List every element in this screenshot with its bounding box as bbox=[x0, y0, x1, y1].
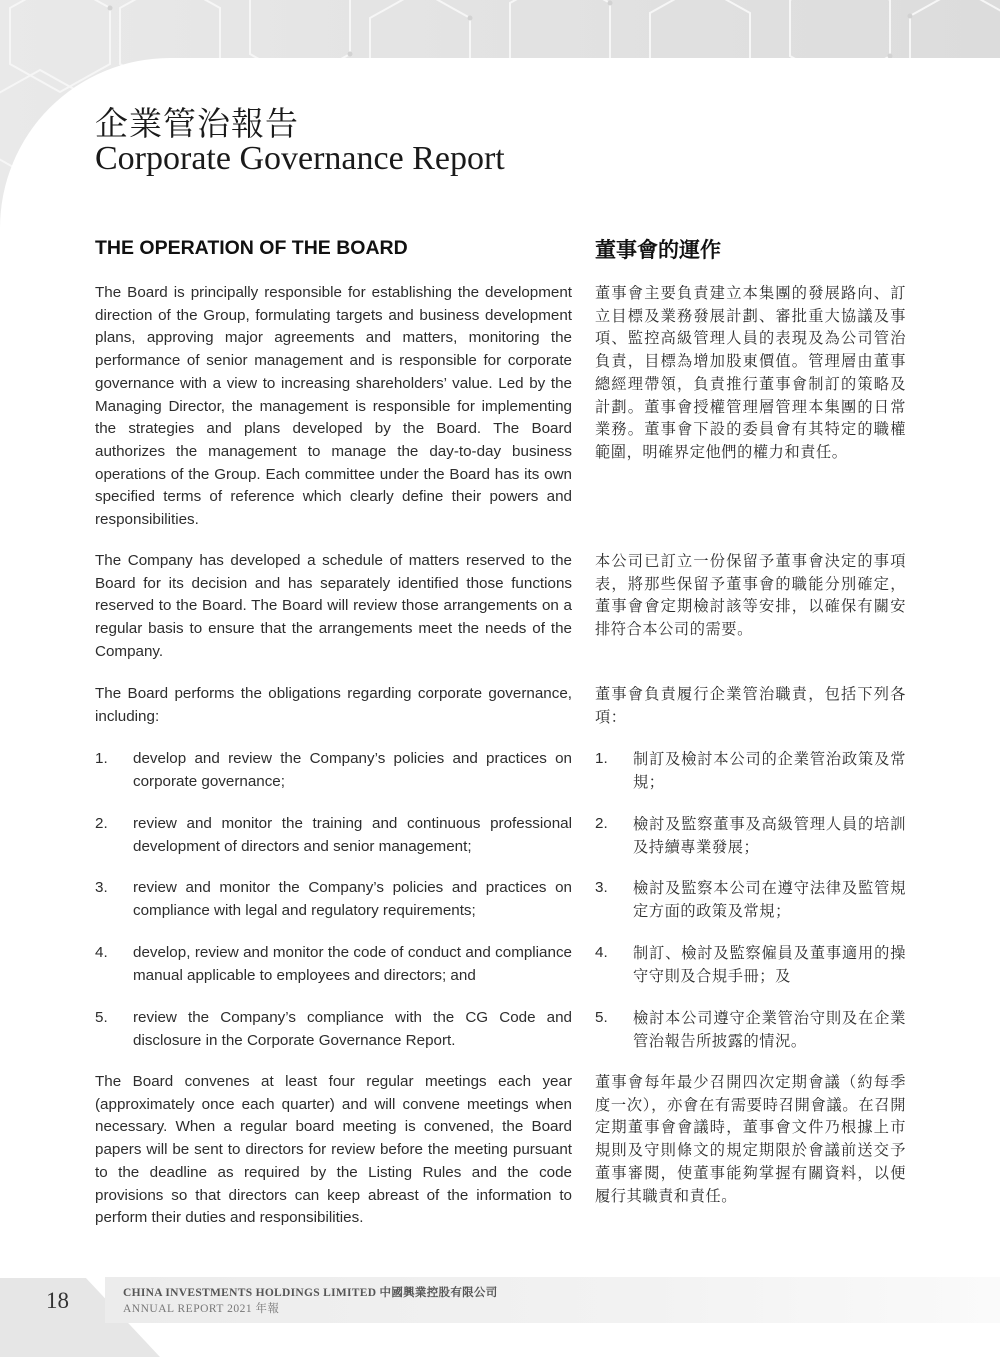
section-heading-english: THE OPERATION OF THE BOARD bbox=[95, 237, 408, 259]
list-number: 5. bbox=[95, 1009, 108, 1026]
list-item-text: 制訂及檢討本公司的企業管治政策及常規； bbox=[633, 750, 906, 791]
page-title-chinese: 企業管治報告 bbox=[95, 104, 299, 143]
paragraph-governance-obligations-cn: 董事會負責履行企業管治職責，包括下列各項： bbox=[595, 685, 906, 726]
list-number: 2. bbox=[95, 815, 108, 832]
paragraph-reserved-matters-cn: 本公司已訂立一份保留予董事會決定的事項表，將那些保留予董事會的職能分別確定，董事會會定期檢討該等安排，以確保有關安排符合本公司的需要。 bbox=[595, 552, 906, 639]
list-number: 1. bbox=[595, 750, 608, 767]
list-item-text: develop, review and monitor the code of conduct and compliance manual applicable to employees and directors; and bbox=[133, 944, 572, 984]
list-number: 2. bbox=[595, 815, 608, 832]
paragraph-regular-meetings-cn: 董事會每年最少召開四次定期會議（約每季度一次），亦會在有需要時召開會議。在召開定期董事會會議時，董事會文件乃根據上市規則及守則條文的規定期限於會議前送交予董事審閱，使董事能夠掌握有關資料，以便履行其職責和責任。 bbox=[595, 1073, 906, 1205]
list-number: 4. bbox=[595, 944, 608, 961]
list-item-text: 檢討本公司遵守企業管治守則及在企業管治報告所披露的情況。 bbox=[633, 1009, 906, 1050]
list-item-text: develop and review the Company’s policies and practices on corporate governance; bbox=[133, 750, 572, 790]
list-number: 4. bbox=[95, 944, 108, 961]
paragraph-regular-meetings: The Board convenes at least four regular meetings each year (approximately once each quarter) and will convene meetings when necessary. When a regular board meeting is convened, the Board papers will be sent to directors for review before the meeting pursuant to the deadline as required by the Listing Rules and the code provisions so that directors can keep abreast of the information to perform their duties and responsibilities. bbox=[95, 1073, 572, 1227]
list-item-text: review and monitor the Company’s policies and practices on compliance with legal and regulatory requirements; bbox=[133, 879, 572, 919]
list-item-text: 制訂、檢討及監察僱員及董事適用的操守守則及合規手冊；及 bbox=[633, 944, 906, 985]
list-item-text: 檢討及監察董事及高級管理人員的培訓及持續專業發展； bbox=[633, 815, 906, 856]
footer-company-name: CHINA INVESTMENTS HOLDINGS LIMITED 中國興業控股有限公司 bbox=[123, 1287, 498, 1299]
paragraph-reserved-matters: The Company has developed a schedule of matters reserved to the Board for its decision and has separately identified those functions reserved to the Board. The Board will review those arrangements on a regular basis to ensure that the arrangements meet the needs of the Company. bbox=[95, 552, 572, 660]
section-heading-chinese: 董事會的運作 bbox=[595, 238, 721, 262]
page-title-english: Corporate Governance Report bbox=[95, 140, 505, 177]
list-item-text: review the Company’s compliance with the CG Code and disclosure in the Corporate Governance Report. bbox=[133, 1009, 572, 1049]
list-number: 3. bbox=[595, 879, 608, 896]
list-item-text: review and monitor the training and continuous professional development of directors and senior management; bbox=[133, 815, 572, 855]
list-number: 1. bbox=[95, 750, 108, 767]
paragraph-board-responsibilities-cn: 董事會主要負責建立本集團的發展路向、訂立目標及業務發展計劃、審批重大協議及事項、監控高級管理人員的表現及為公司管治負責，目標為增加股東價值。管理層由董事總經理帶領，負責推行董事會制訂的策略及計劃。董事會授權管理層管理本集團的日常業務。董事會下設的委員會有其特定的職權範圍，明確界定他們的權力和責任。 bbox=[595, 284, 906, 461]
paragraph-board-responsibilities: The Board is principally responsible for establishing the development direction of the Group, formulating targets and business development plans, approving major agreements and matters, monitoring the performance of senior management and is responsible for corporate governance with a view to increasing shareholders’ value. Led by the Managing Director, the management is responsible for implementing the strategies and plans developed by the Board. The Board authorizes the management to manage the day-to-day business operations of the Group. Each committee under the Board has its own specified terms of reference which clearly define their powers and responsibilities. bbox=[95, 284, 572, 529]
page-number: 18 bbox=[46, 1288, 69, 1313]
paragraph-governance-obligations: The Board performs the obligations regarding corporate governance, including: bbox=[95, 685, 572, 725]
list-number: 5. bbox=[595, 1009, 608, 1026]
list-number: 3. bbox=[95, 879, 108, 896]
footer-report-label: ANNUAL REPORT 2021 年報 bbox=[123, 1303, 280, 1315]
list-item-text: 檢討及監察本公司在遵守法律及監管規定方面的政策及常規； bbox=[633, 879, 906, 920]
